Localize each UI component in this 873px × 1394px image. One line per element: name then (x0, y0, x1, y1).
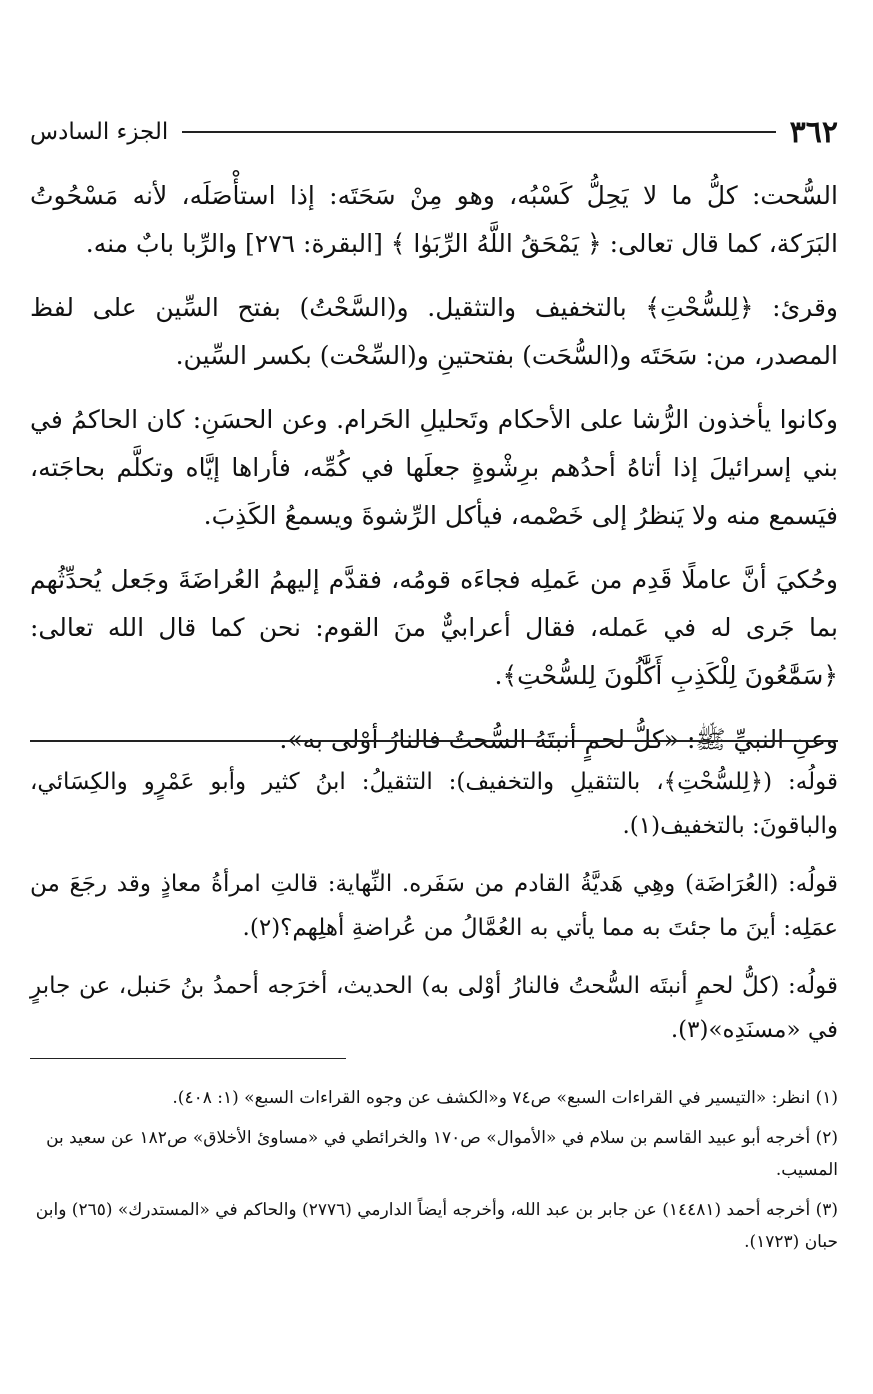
header-rule (182, 131, 775, 133)
footnotes (30, 1082, 838, 1266)
page-number: ٣٦٢ (789, 114, 838, 150)
section-divider (30, 740, 838, 742)
main-text (30, 172, 838, 780)
page-header (30, 112, 838, 152)
footnote-divider (30, 1058, 346, 1059)
running-title: الجزء السادس (30, 119, 169, 145)
footnote: (٣) أخرجه أحمد (١٤٤٨١) عن جابر بن عبد الله، وأخرجه أيضاً الدارمي (٢٧٧٦) والحاكم في «المستدرك» (٢٦٥) وابن حبان (١٧٢٣). (35, 1200, 838, 1252)
main-paragraph: السُّحت: كلُّ ما لا يَحِلُّ كَسْبُه، وهو مِنْ سَحَتَه: إذا استأْصَلَه، لأنه مَسْحُوتُ البَرَكة، كما قال تعالى: ﴿ يَمْحَقُ اللَّهُ الرِّبَوٰا ﴾ [البقرة: ٢٧٦] والرِّبا بابٌ منه. (30, 181, 838, 258)
main-paragraph: وكانوا يأخذون الرُّشا على الأحكام وتَحليلِ الحَرام. وعن الحسَنِ: كان الحاكمُ في بني إسرائيلَ إذا أتاهُ أحدُهم برِشْوةٍ جعلَها في كُمِّه، فأراها إيَّاه وتكلَّم بحاجَته، فيَسمع منه ولا يَنظرُ إلى خَصْمه، فيأكل الرِّشوةَ ويسمعُ الكَذِبَ. (30, 405, 838, 530)
commentary-paragraph: قولُه: (العُرَاضَة) وهِي هَديَّةُ القادم من سَفَره. النِّهاية: قالتِ امرأةُ معاذٍ وقد رجَعَ من عمَلِه: أينَ ما جئتَ به مما يأتي به العُمَّالُ من عُراضةِ أهلِهم؟(٢). (30, 871, 838, 941)
commentary (30, 760, 838, 1066)
main-paragraph: وقرئ: ﴿لِلسُّحْتِ﴾ بالتخفيف والتثقيل. و(السَّحْتُ) بفتح السِّين على لفظ المصدر، من: سَحَتَه و(السُّحَت) بفتحتينِ و(السِّحْت) بكسر السِّين. (30, 293, 838, 370)
main-paragraph: وحُكيَ أنَّ عاملًا قَدِم من عَملِه فجاءَه قومُه، فقدَّم إليهمُ العُراضَةَ وجَعل يُحدِّثُهم بما جَرى له في عَمله، فقال أعرابيٌّ منَ القوم: نحن كما قال الله تعالى: ﴿سَمَّٰعُونَ لِلْكَذِبِ أَكَّٰلُونَ لِلسُّحْتِ﴾. (30, 565, 838, 690)
commentary-paragraph: قولُه: (كلُّ لحمٍ أنبتَه السُّحتُ فالنارُ أوْلى به) الحديث، أخرَجه أحمدُ بنُ حَنبل، عن جابرٍ في «مسنَدِه»(٣). (30, 973, 838, 1043)
main-paragraph: وعنِ النبيِّ ﷺ: «كلُّ لحمٍ أنبتَهُ السُّحتُ فالنارُ أوْلى به». (279, 725, 838, 754)
commentary-paragraph: قولُه: (﴿لِلسُّحْتِ﴾، بالتثقيلِ والتخفيف): التثقيلُ: ابنُ كثير وأبو عَمْرٍو والكِسَائي، والباقونَ: بالتخفيف(١). (30, 769, 838, 839)
book-page (30, 0, 838, 1394)
footnote: (١) انظر: «التيسير في القراءات السبع» ص٧٤ و«الكشف عن وجوه القراءات السبع» (١: ٤٠٨). (172, 1088, 838, 1108)
footnote: (٢) أخرجه أبو عبيد القاسم بن سلام في «الأموال» ص١٧٠ والخرائطي في «مساوئ الأخلاق» ص١٨٢ عن سعيد بن المسيب. (46, 1128, 838, 1180)
